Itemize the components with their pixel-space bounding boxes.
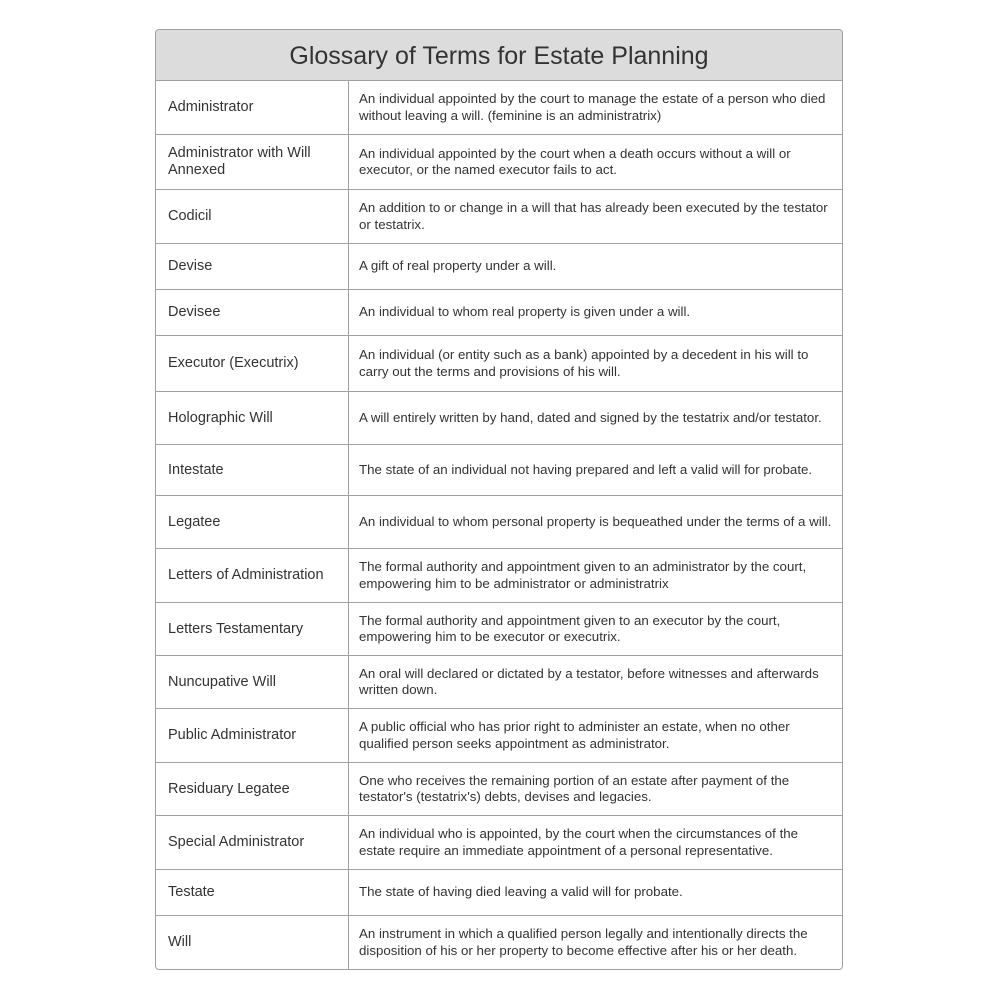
- table-row: [156, 290, 842, 336]
- definition-cell: The state of an individual not having prepared and left a valid will for probate.: [359, 461, 813, 477]
- table-row: [156, 81, 842, 135]
- table-row: [156, 816, 842, 870]
- glossary-table: [155, 29, 843, 970]
- term-cell: Special Administrator: [156, 816, 349, 869]
- table-row: [156, 603, 842, 656]
- term-cell: Executor (Executrix): [156, 336, 349, 391]
- page-title: Glossary of Terms for Estate Planning: [289, 41, 709, 70]
- table-row: [156, 496, 842, 549]
- glossary-header: [156, 30, 842, 81]
- term-cell: Letters of Administration: [156, 549, 349, 602]
- table-row: [156, 916, 842, 969]
- definition-cell: An individual to whom real property is given under a will.: [359, 304, 691, 320]
- term-cell: Codicil: [156, 190, 349, 243]
- definition-cell: The formal authority and appointment given to an executor by the court, empowering him to be executor or executrix.: [359, 612, 781, 644]
- term-cell: Intestate: [156, 445, 349, 495]
- table-row: [156, 135, 842, 190]
- term-cell: Letters Testamentary: [156, 603, 349, 655]
- term-cell: Nuncupative Will: [156, 656, 349, 708]
- definition-cell: A public official who has prior right to administer an estate, when no other qualified person seeks appointment as administrator.: [359, 719, 790, 751]
- table-row: [156, 190, 842, 244]
- table-row: [156, 392, 842, 445]
- definition-cell: An individual to whom personal property is bequeathed under the terms of a will.: [359, 513, 832, 529]
- term-cell: Administrator with Will Annexed: [156, 135, 349, 189]
- definition-cell: A will entirely written by hand, dated and signed by the testatrix and/or testator.: [359, 409, 822, 425]
- definition-cell: The state of having died leaving a valid will for probate.: [359, 884, 683, 900]
- table-row: [156, 870, 842, 916]
- term-cell: Testate: [156, 870, 349, 915]
- term-cell: Administrator: [156, 81, 349, 134]
- term-cell: Public Administrator: [156, 709, 349, 762]
- definition-cell: An individual who is appointed, by the court when the circumstances of the estate require an immediate appointment of a personal representative.: [359, 826, 799, 858]
- definition-cell: An individual appointed by the court to manage the estate of a person who died without leaving a will. (feminine is an administratrix): [359, 91, 826, 123]
- term-cell: Devise: [156, 244, 349, 289]
- definition-cell: An oral will declared or dictated by a testator, before witnesses and afterwards written down.: [359, 665, 819, 697]
- definition-cell: One who receives the remaining portion of an estate after payment of the testator's (testatrix's) debts, devises and legacies.: [359, 772, 790, 804]
- definition-cell: An instrument in which a qualified person legally and intentionally directs the disposition of his or her property to become effective after his or her death.: [359, 926, 808, 958]
- table-row: [156, 549, 842, 603]
- definition-cell: The formal authority and appointment given to an administrator by the court, empowering him to be administrator or administratrix: [359, 559, 807, 591]
- table-row: [156, 336, 842, 392]
- definition-cell: A gift of real property under a will.: [359, 258, 557, 274]
- glossary-rows: [156, 81, 842, 969]
- term-cell: Residuary Legatee: [156, 763, 349, 815]
- table-row: [156, 445, 842, 496]
- term-cell: Legatee: [156, 496, 349, 548]
- term-cell: Holographic Will: [156, 392, 349, 444]
- definition-cell: An individual (or entity such as a bank) appointed by a decedent in his will to carry out the terms and provisions of his will.: [359, 347, 809, 379]
- table-row: [156, 709, 842, 763]
- definition-cell: An individual appointed by the court when a death occurs without a will or executor, or the named executor fails to act.: [359, 145, 791, 177]
- table-row: [156, 244, 842, 290]
- definition-cell: An addition to or change in a will that has already been executed by the testator or testatrix.: [359, 200, 828, 232]
- term-cell: Will: [156, 916, 349, 969]
- table-row: [156, 656, 842, 709]
- term-cell: Devisee: [156, 290, 349, 335]
- table-row: [156, 763, 842, 816]
